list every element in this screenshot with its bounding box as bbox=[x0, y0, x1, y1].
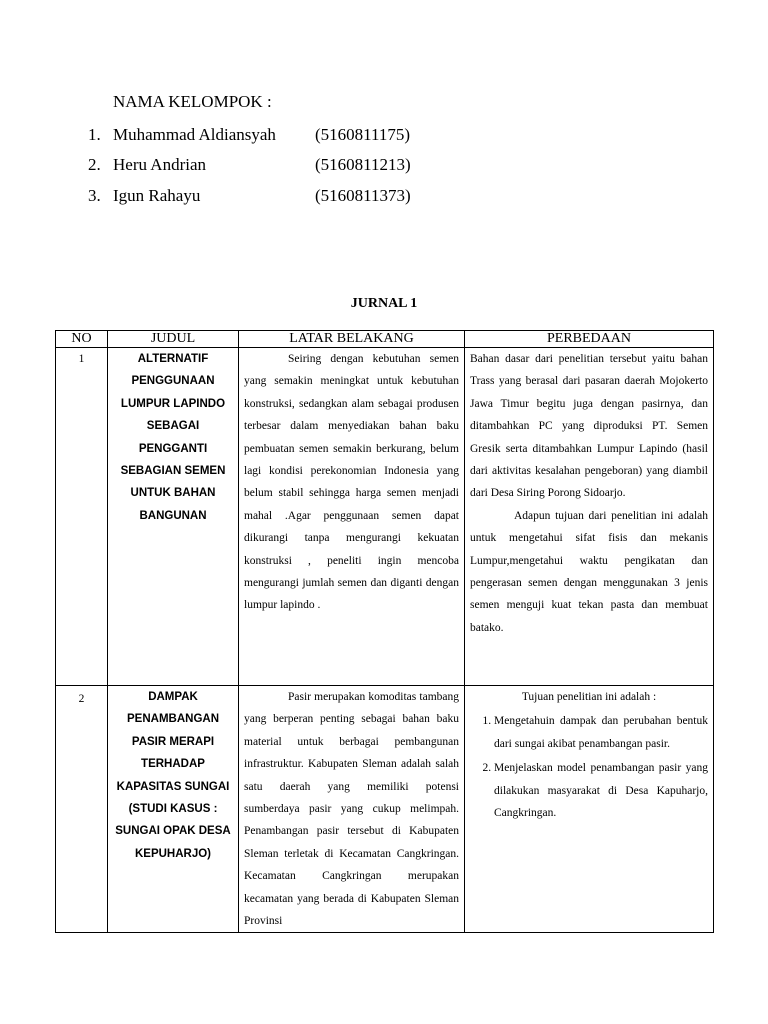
journal-judul: ALTERNATIF PENGGUNAAN LUMPUR LAPINDO SEBAGAI PENGGANTI SEBAGIAN SEMEN UNTUK BAHAN BANGUNAN bbox=[108, 348, 239, 686]
row-number: 1 bbox=[56, 348, 108, 686]
header-no: NO bbox=[56, 331, 108, 348]
member-nim: (5160811213) bbox=[315, 155, 411, 174]
member-name: Igun Rahayu bbox=[113, 186, 201, 205]
header-perbedaan: PERBEDAAN bbox=[465, 331, 714, 348]
journal-perbedaan bbox=[465, 348, 714, 686]
journal-judul: DAMPAK PENAMBANGAN PASIR MERAPI TERHADAP KAPASITAS SUNGAI (STUDI KASUS : SUNGAI OPAK DESA KEPUHARJO) bbox=[108, 686, 239, 933]
journal-perbedaan bbox=[465, 686, 714, 933]
header-judul: JUDUL bbox=[108, 331, 239, 348]
journal-latar-belakang bbox=[239, 348, 465, 686]
table-header-row bbox=[56, 331, 714, 348]
member-number: 2. bbox=[88, 155, 101, 174]
header-latar-belakang: LATAR BELAKANG bbox=[239, 331, 465, 348]
perbedaan-paragraph: Bahan dasar dari penelitian tersebut yaitu bahan Trass yang berasal dari pasaran daerah Mojokerto Jawa Timur begitu juga dengan pasirnya, dan ditambahkan PC yang diproduksi PT. Semen Gresik serta ditambahkan Lumpur Lapindo (hasil dari aktivitas kesalahan pengeboran) yang diambil dari Desa Siring Porong Sidoarjo. bbox=[470, 353, 708, 500]
table-row bbox=[56, 348, 714, 686]
list-item: 2. Menjelaskan model penambangan pasir yang dilakukan masyarakat di Desa Kapuharjo, Cangkringan. bbox=[494, 757, 708, 824]
row-number: 2 bbox=[56, 686, 108, 933]
perbedaan-paragraph: Adapun tujuan dari penelitian ini adalah untuk mengetahui sifat fisis dan mekanis Lumpur,mengetahui waktu pengikatan dan pengerasan semen dengan menggunakan 3 jenis semen menguji kuat tekan pasta dan membuat batako. bbox=[470, 509, 708, 634]
latar-paragraph: Pasir merupakan komoditas tambang yang berperan penting sebagai bahan baku material untuk berbagai pembangunan infrastruktur. Kabupaten Sleman adalah salah satu daerah yang memiliki potensi sumberdaya pasir yang cukup melimpah. Penambangan pasir tersebut di Kabupaten Sleman terletak di Kecamatan Cangkringan. Kecamatan Cangkringan merupakan kecamatan yang berada di Kabupaten Sleman Provinsi bbox=[244, 691, 459, 928]
group-heading: NAMA KELOMPOK : bbox=[113, 92, 272, 111]
member-number: 1. bbox=[88, 125, 101, 144]
journal-table bbox=[55, 330, 714, 933]
member-nim: (5160811175) bbox=[315, 125, 411, 144]
aims-list bbox=[470, 710, 708, 824]
perbedaan-intro: Tujuan penelitian ini adalah : bbox=[521, 691, 657, 703]
table-row bbox=[56, 686, 714, 933]
journal-latar-belakang bbox=[239, 686, 465, 933]
list-item: 1. Mengetahuin dampak dan perubahan bentuk dari sungai akibat penambangan pasir. bbox=[494, 710, 708, 755]
member-number: 3. bbox=[88, 186, 101, 205]
member-name: Muhammad Aldiansyah bbox=[113, 125, 276, 144]
latar-paragraph: Seiring dengan kebutuhan semen yang semakin meningkat untuk kebutuhan konstruksi, sedangkan alam sebagai produsen terbesar dalam menyediakan bahan baku pembuatan semen semakin berkurang, belum lagi kondisi perekonomian Indonesia yang belum stabil sehingga harga semen menjadi mahal .Agar penggunaan semen dapat dikurangi tanpa mengurangi kekuatan konstruksi , peneliti ingin mencoba mengurangi jumlah semen dan diganti dengan lumpur lapindo . bbox=[244, 353, 459, 612]
member-nim: (5160811373) bbox=[315, 186, 411, 205]
journal-title: JURNAL 1 bbox=[350, 296, 418, 311]
member-name: Heru Andrian bbox=[113, 155, 207, 174]
